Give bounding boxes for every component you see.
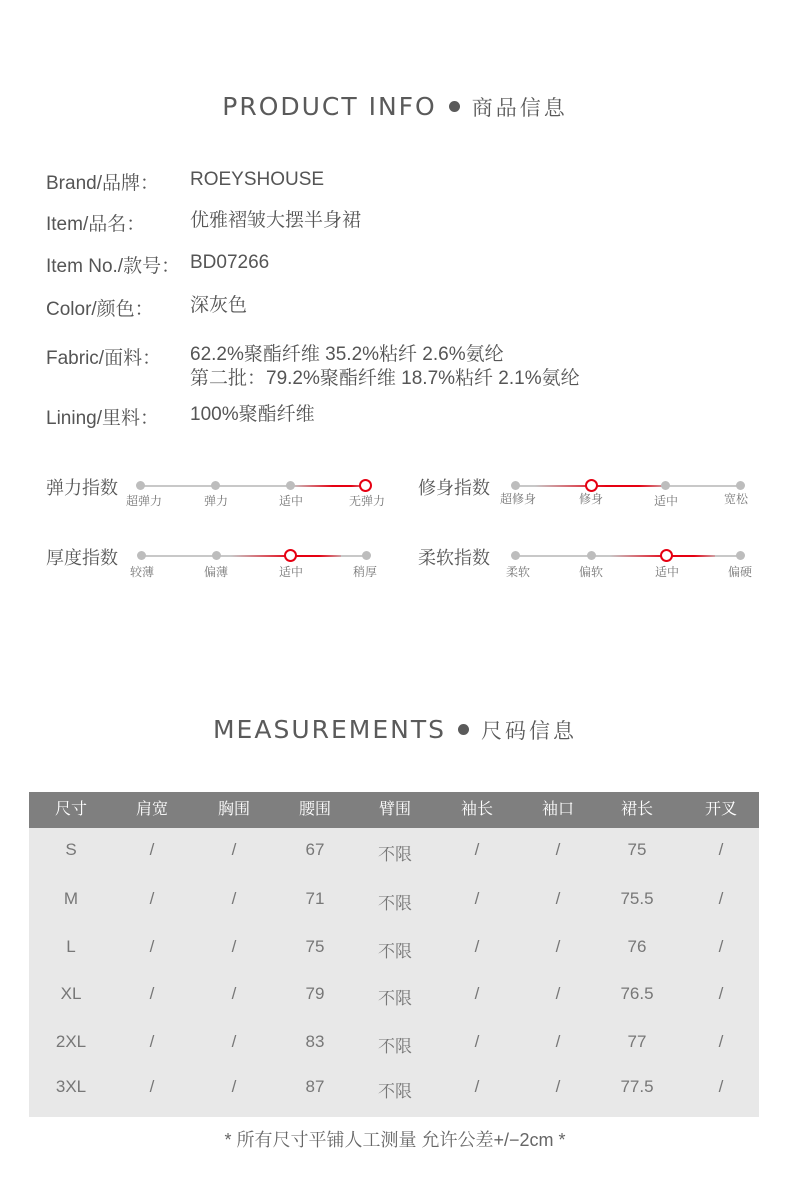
table-cell: / — [555, 984, 561, 1003]
table-cell: / — [718, 1032, 724, 1051]
index-dot — [511, 551, 520, 560]
table-header-cell: 臂围 — [378, 801, 412, 818]
table-cell: 79 — [305, 984, 325, 1003]
size-table-header — [29, 792, 759, 828]
measurements-title-cn: 尺码信息 — [481, 720, 577, 743]
info-value-line: ROEYSHOUSE — [190, 169, 325, 190]
index-tick: 适中 — [278, 494, 304, 508]
index-track — [129, 555, 378, 579]
info-value — [190, 343, 580, 391]
table-cell: / — [231, 937, 237, 956]
index-tick: 修身 — [578, 492, 604, 506]
table-cell: 不限 — [378, 1082, 412, 1101]
index-highlight — [292, 485, 366, 487]
table-cell: / — [149, 937, 155, 956]
index-dot — [511, 481, 520, 490]
table-cell: / — [474, 1077, 480, 1096]
table-cell: / — [231, 840, 237, 859]
table-cell: 2XL — [55, 1032, 87, 1051]
info-value-line: 100%聚酯纤维 — [190, 404, 315, 425]
table-cell: 67 — [305, 840, 325, 859]
table-cell: 75 — [305, 937, 325, 956]
index-selected-dot — [359, 479, 372, 492]
table-cell: / — [718, 1077, 724, 1096]
index-dot — [362, 551, 371, 560]
table-header-cell: 裙长 — [620, 801, 654, 818]
table-cell: / — [474, 889, 480, 908]
index-label: 弹力指数 — [46, 478, 118, 498]
table-header-cell: 肩宽 — [135, 801, 169, 818]
index-tick: 超修身 — [499, 492, 537, 506]
info-value-line: 优雅褶皱大摆半身裙 — [190, 210, 362, 231]
table-cell: / — [718, 937, 724, 956]
index-tick: 偏硬 — [727, 565, 753, 579]
table-cell: 87 — [305, 1077, 325, 1096]
table-cell: 76.5 — [620, 984, 654, 1003]
index-track — [125, 485, 386, 508]
table-cell: / — [474, 1032, 480, 1051]
table-cell: / — [149, 1077, 155, 1096]
index-dot — [136, 481, 145, 490]
index-tick: 适中 — [654, 565, 680, 579]
info-label: Item/品名： — [46, 214, 146, 235]
table-cell: / — [474, 937, 480, 956]
measurement-note: * 所有尺寸平铺人工测量 允许公差+/−2cm * — [224, 1130, 566, 1150]
info-label: Fabric/面料： — [46, 348, 162, 369]
index-track — [505, 555, 753, 579]
table-cell: 83 — [305, 1032, 325, 1051]
table-header-cell: 胸围 — [217, 801, 251, 818]
index-dot — [137, 551, 146, 560]
index-selected-dot — [284, 549, 297, 562]
index-tick: 弹力 — [203, 494, 229, 508]
table-header-cell: 腰围 — [298, 801, 332, 818]
product-info-title — [0, 92, 790, 122]
info-label: Item No./款号： — [46, 256, 181, 277]
table-cell: 3XL — [55, 1077, 87, 1096]
table-header-cell: 袖长 — [460, 801, 494, 818]
table-cell: 76 — [627, 937, 647, 956]
info-value-line: 深灰色 — [190, 295, 248, 316]
info-value — [190, 294, 247, 318]
info-value-line: 第二批：79.2%聚酯纤维 18.7%粘纤 2.1%氨纶 — [190, 368, 580, 389]
table-header-cell: 袖口 — [541, 801, 575, 818]
table-cell: 77.5 — [620, 1077, 654, 1096]
table-cell: / — [231, 889, 237, 908]
table-cell: / — [718, 840, 724, 859]
table-cell: L — [66, 937, 76, 956]
table-cell: S — [65, 840, 77, 859]
table-cell: / — [149, 840, 155, 859]
index-tick: 超弹力 — [125, 494, 163, 508]
index-selected-dot — [660, 549, 673, 562]
title-bullet-icon — [458, 724, 469, 735]
index-tick: 较薄 — [129, 565, 155, 579]
table-header-cell: 尺寸 — [54, 801, 88, 818]
size-table — [29, 792, 759, 1117]
index-dot — [736, 481, 745, 490]
table-cell: / — [474, 840, 480, 859]
info-label: Color/颜色： — [46, 299, 154, 320]
table-cell: / — [231, 984, 237, 1003]
index-tick: 适中 — [278, 565, 304, 579]
table-cell: / — [555, 889, 561, 908]
table-cell: 75.5 — [620, 889, 654, 908]
table-cell: / — [555, 937, 561, 956]
product-info-title-en: PRODUCT INFO — [222, 92, 437, 121]
table-cell: / — [149, 889, 155, 908]
index-label: 柔软指数 — [418, 548, 490, 568]
table-cell: 71 — [305, 889, 325, 908]
index-dot — [587, 551, 596, 560]
table-cell: 不限 — [378, 1037, 412, 1056]
table-cell: 不限 — [378, 845, 412, 864]
index-tick: 偏软 — [578, 565, 604, 579]
info-value-line: BD07266 — [190, 252, 270, 273]
index-tick: 偏薄 — [203, 565, 229, 579]
table-cell: / — [555, 1077, 561, 1096]
table-cell: 75 — [627, 840, 647, 859]
table-cell: 77 — [627, 1032, 647, 1051]
info-value — [190, 168, 324, 192]
index-dot — [286, 481, 295, 490]
table-cell: 不限 — [378, 894, 412, 913]
measurements-title-en: MEASUREMENTS — [212, 715, 446, 744]
index-highlight — [535, 485, 665, 487]
table-cell: / — [474, 984, 480, 1003]
table-cell: / — [718, 889, 724, 908]
title-bullet-icon — [449, 101, 460, 112]
info-value-line: 62.2%聚酯纤维 35.2%粘纤 2.6%氨纶 — [190, 344, 504, 365]
index-dot — [212, 551, 221, 560]
measurements-title — [0, 715, 790, 745]
info-label: Lining/里料： — [46, 408, 159, 429]
index-dot — [661, 481, 670, 490]
index-tick: 稍厚 — [352, 565, 378, 579]
table-cell: / — [231, 1077, 237, 1096]
table-cell: / — [555, 840, 561, 859]
info-label: Brand/品牌： — [46, 173, 159, 194]
index-label: 厚度指数 — [46, 548, 118, 568]
index-tick: 适中 — [653, 494, 679, 508]
index-dot — [736, 551, 745, 560]
table-cell: / — [149, 984, 155, 1003]
table-header-cell: 开叉 — [704, 801, 738, 818]
table-cell: XL — [60, 984, 82, 1003]
table-cell: 不限 — [378, 942, 412, 961]
table-cell: / — [231, 1032, 237, 1051]
table-cell: M — [63, 889, 79, 908]
index-dot — [211, 481, 220, 490]
table-cell: 不限 — [378, 989, 412, 1008]
index-tick: 柔软 — [505, 565, 531, 579]
info-value — [190, 209, 361, 233]
index-track — [499, 485, 749, 508]
index-tick: 无弹力 — [348, 494, 386, 508]
index-label: 修身指数 — [418, 478, 490, 498]
table-cell: / — [555, 1032, 561, 1051]
index-tick: 宽松 — [723, 492, 749, 506]
table-cell: / — [149, 1032, 155, 1051]
info-value — [190, 403, 315, 427]
info-value — [190, 251, 269, 275]
product-info-title-cn: 商品信息 — [471, 97, 568, 120]
table-cell: / — [718, 984, 724, 1003]
